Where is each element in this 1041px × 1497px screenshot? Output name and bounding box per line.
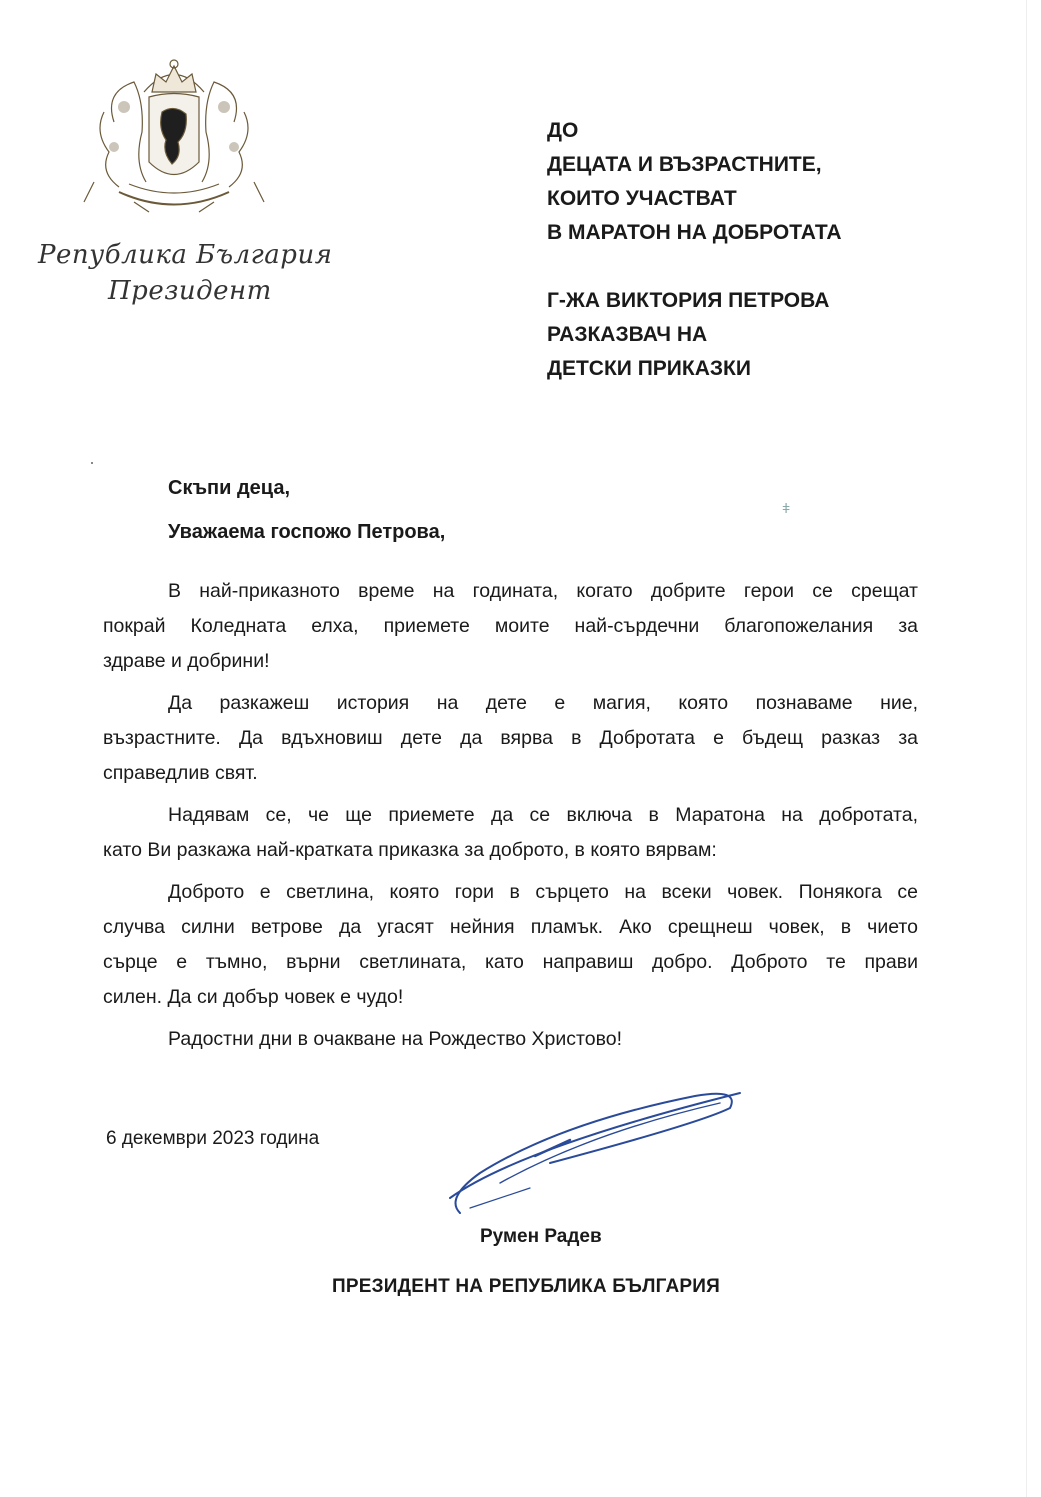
recipient-line: ДЕТСКИ ПРИКАЗКИ: [547, 357, 751, 380]
signer-name: Румен Радев: [480, 1226, 602, 1247]
body-line: справедлив свят.: [103, 762, 258, 784]
paragraph: [103, 875, 918, 1015]
salutation-line: Скъпи деца,: [168, 477, 291, 499]
letter-body: [103, 574, 918, 1064]
salutation-line: Уважаема госпожо Петрова,: [168, 521, 446, 543]
salutation: [168, 466, 445, 554]
letterhead-office: Президент: [108, 276, 272, 306]
handwritten-signature: [440, 1078, 760, 1228]
body-line: В най-приказното време на годината, когато добрите герои се срещат: [168, 580, 918, 602]
page-edge: [1026, 0, 1027, 1497]
body-line: Надявам се, че ще приемете да се включа в Маратона на добротата,: [168, 804, 918, 826]
coat-of-arms-icon: [74, 52, 274, 220]
body-line: покрай Коледната елха, приемете моите най-сърдечни благопожелания за: [103, 615, 918, 637]
body-line: Да разкажеш история на дете е магия, която познаваме ние,: [168, 692, 918, 714]
body-line: Радостни дни в очакване на Рождество Христово!: [168, 1028, 623, 1050]
body-line: възрастните. Да вдъхновиш дете да вярва в Добротата е бъдещ разказ за: [103, 727, 918, 749]
paragraph: [103, 686, 918, 791]
recipient-line: В МАРАТОН НА ДОБРОТАТА: [547, 221, 842, 244]
letter-date: 6 декември 2023 година: [106, 1128, 320, 1149]
scan-mark-icon: ǂ: [782, 500, 791, 516]
signer-title: ПРЕЗИДЕНТ НА РЕПУБЛИКА БЪЛГАРИЯ: [332, 1276, 720, 1297]
recipient-line: ДО: [547, 119, 579, 142]
body-line: като Ви разкажа най-кратката приказка за доброто, в която вярвам:: [103, 839, 717, 861]
body-line: сърце е тъмно, върни светлината, като направиш добро. Доброто те прави: [103, 951, 918, 973]
body-line: здраве и добрини!: [103, 650, 270, 672]
recipient-line: Г-ЖА ВИКТОРИЯ ПЕТРОВА: [547, 289, 830, 312]
paragraph: [168, 1022, 918, 1057]
body-line: случва силни ветрове да угасят нейния пламък. Ако срещнеш човек, в чието: [103, 916, 918, 938]
recipient-line: РАЗКАЗВАЧ НА: [547, 323, 708, 346]
paragraph: [103, 798, 918, 868]
letterhead-country: Република България: [38, 240, 333, 270]
paragraph: [103, 574, 918, 679]
recipient-spacer: [547, 250, 1007, 284]
body-line: силен. Да си добър човек е чудо!: [103, 986, 404, 1008]
scan-speck: [91, 462, 93, 464]
letterhead: [38, 240, 338, 306]
recipient-line: ДЕЦАТА И ВЪЗРАСТНИТЕ,: [547, 153, 822, 176]
recipient-line: КОИТО УЧАСТВАТ: [547, 187, 737, 210]
body-line: Доброто е светлина, която гори в сърцето на всеки човек. Понякога се: [168, 881, 918, 903]
recipients-block: [547, 114, 1007, 386]
